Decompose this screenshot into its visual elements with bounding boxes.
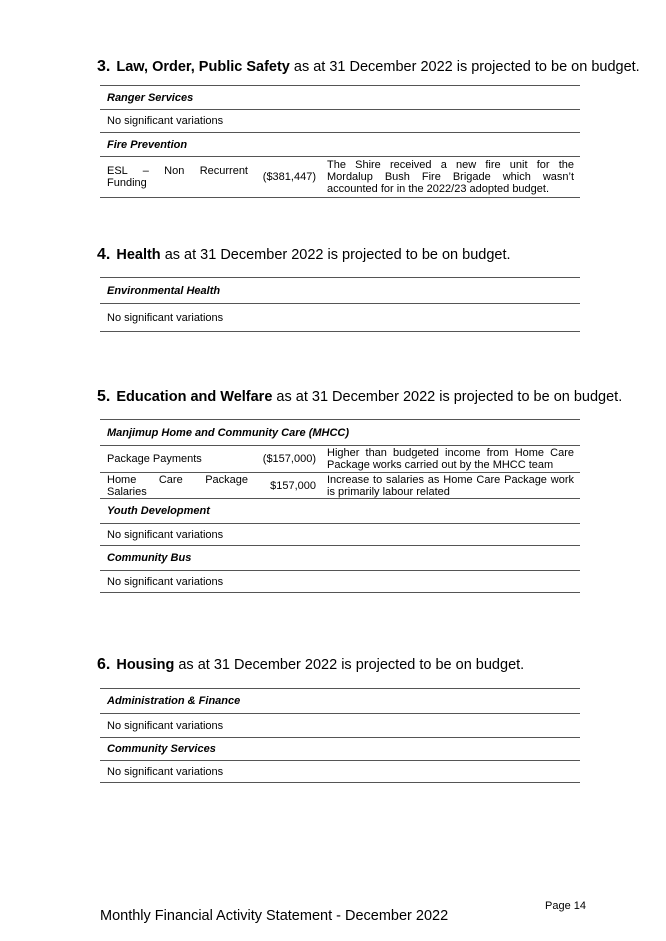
section-number: 5.	[97, 388, 111, 405]
no-variations-text: No significant variations	[100, 523, 580, 545]
no-variations-text: No significant variations	[100, 109, 580, 132]
page-number: Page 14	[545, 900, 586, 912]
no-variations-text: No significant variations	[100, 570, 580, 593]
no-variations-text: No significant variations	[100, 303, 580, 332]
section-heading	[97, 656, 524, 674]
section-status: as at 31 December 2022 is projected to be on budget.	[272, 389, 623, 405]
item-name: ESL – Non Recurrent Funding	[107, 165, 248, 189]
no-variations-text: No significant variations	[100, 713, 580, 737]
section-number: 3.	[97, 58, 111, 75]
section-status: as at 31 December 2022 is projected to be on budget.	[289, 59, 640, 75]
item-comment: Higher than budgeted income from Home Care Package works carried out by the MHCC team	[327, 447, 574, 471]
item-comment: The Shire received a new fire unit for the Mordalup Bush Fire Brigade which wasn’t accounted for in the 2022/23 adopted budget.	[327, 159, 574, 195]
table-row	[100, 445, 580, 472]
subsection-title: Community Services	[100, 737, 580, 760]
variance-table	[100, 419, 580, 593]
section-heading	[97, 246, 511, 264]
no-variations-text: No significant variations	[100, 760, 580, 783]
variance-table	[100, 85, 580, 198]
subsection-title: Ranger Services	[100, 85, 580, 109]
subsection-title: Environmental Health	[100, 277, 580, 303]
item-amount: ($157,000)	[262, 453, 316, 465]
item-amount: ($381,447)	[262, 171, 316, 183]
page-footer: Monthly Financial Activity Statement - December 2022	[100, 908, 449, 924]
section-name: Law, Order, Public Safety	[116, 59, 290, 75]
section-heading	[97, 388, 622, 406]
subsection-title: Fire Prevention	[100, 132, 580, 156]
table-row	[100, 156, 580, 198]
variance-table	[100, 277, 580, 332]
section-heading	[97, 58, 640, 76]
table-row	[100, 472, 580, 498]
section-name: Housing	[116, 657, 175, 673]
section-status: as at 31 December 2022 is projected to be on budget.	[160, 247, 511, 263]
subsection-title: Youth Development	[100, 498, 580, 523]
section-number: 6.	[97, 656, 111, 673]
item-amount: $157,000	[270, 480, 316, 492]
subsection-title: Manjimup Home and Community Care (MHCC)	[100, 419, 580, 445]
section-name: Education and Welfare	[116, 389, 273, 405]
subsection-title: Community Bus	[100, 545, 580, 570]
variance-table	[100, 688, 580, 783]
item-name: Package Payments	[107, 453, 202, 465]
item-name: Home Care Package Salaries	[107, 474, 248, 498]
item-comment: Increase to salaries as Home Care Package work is primarily labour related	[327, 474, 574, 498]
section-number: 4.	[97, 246, 111, 263]
section-name: Health	[116, 247, 161, 263]
subsection-title: Administration & Finance	[100, 688, 580, 713]
section-status: as at 31 December 2022 is projected to be on budget.	[174, 657, 525, 673]
